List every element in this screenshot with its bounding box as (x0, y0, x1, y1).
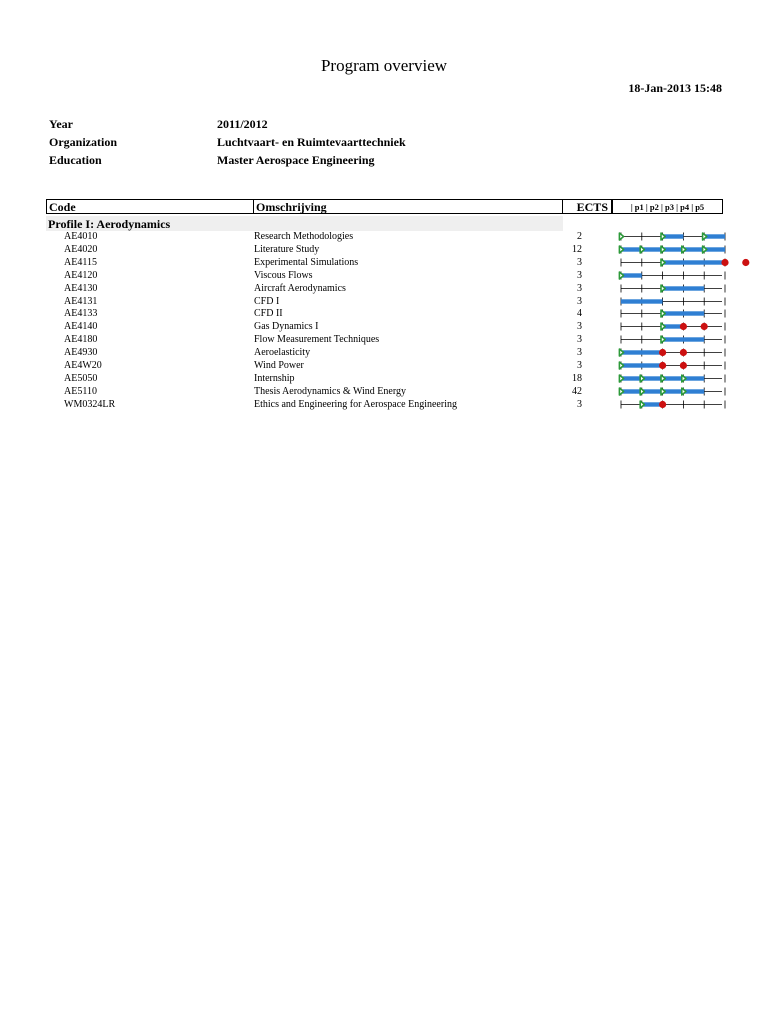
exam-dot-icon (680, 323, 687, 330)
period-timeline (612, 243, 724, 256)
course-code: AE4130 (64, 282, 98, 294)
start-arrow-icon (661, 336, 665, 343)
print-datetime: 18-Jan-2013 15:48 (628, 81, 722, 95)
course-row (0, 230, 768, 243)
course-code: AE5110 (64, 385, 97, 397)
start-arrow-icon (661, 375, 665, 382)
exam-dot-icon (680, 349, 687, 356)
course-ects: 3 (577, 334, 582, 346)
course-row (0, 320, 768, 333)
period-bar (663, 286, 705, 290)
course-code: AE4180 (64, 334, 98, 346)
course-ects: 18 (572, 372, 582, 384)
start-arrow-icon (661, 259, 665, 266)
exam-dot-icon (659, 349, 666, 356)
start-arrow-icon (619, 233, 623, 240)
course-ects: 4 (577, 308, 582, 320)
meta-row-education (49, 151, 406, 169)
meta-label: Education (49, 153, 102, 167)
exam-dot-icon (721, 259, 728, 266)
column-header-ects: ECTS (562, 199, 612, 214)
start-arrow-icon (661, 285, 665, 292)
course-description: Flow Measurement Techniques (254, 334, 380, 346)
course-description: CFD I (254, 295, 280, 307)
start-arrow-icon (619, 375, 623, 382)
course-description: Ethics and Engineering for Aerospace Engineering (254, 398, 457, 410)
meta-value: Luchtvaart- en Ruimtevaarttechniek (217, 135, 406, 149)
start-arrow-icon (661, 310, 665, 317)
course-row (0, 385, 768, 398)
meta-label: Year (49, 117, 73, 131)
course-row (0, 359, 768, 372)
period-timeline (612, 398, 724, 411)
course-ects: 3 (577, 321, 582, 333)
course-row (0, 346, 768, 359)
course-code: AE4020 (64, 243, 98, 255)
course-code: AE4W20 (64, 360, 102, 371)
course-ects: 3 (577, 360, 582, 371)
course-ects: 3 (577, 256, 582, 268)
course-ects: 3 (577, 282, 582, 294)
start-arrow-icon (682, 246, 686, 253)
course-ects: 2 (577, 231, 582, 242)
start-arrow-icon (640, 246, 644, 253)
course-description: Experimental Simulations (254, 256, 359, 268)
start-arrow-icon (661, 246, 665, 253)
period-bar (663, 337, 705, 341)
start-arrow-icon (640, 375, 644, 382)
course-code: AE4010 (64, 231, 98, 242)
column-header-periods: | p1 | p2 | p3 | p4 | p5 (612, 199, 723, 214)
period-bar (621, 350, 663, 354)
period-timeline (612, 295, 724, 308)
period-timeline (612, 346, 724, 359)
start-arrow-icon (682, 388, 686, 395)
course-code: AE4115 (64, 256, 97, 268)
period-timeline (612, 256, 724, 269)
course-ects: 3 (577, 347, 582, 359)
course-row (0, 256, 768, 269)
start-arrow-icon (640, 401, 644, 408)
period-timeline (612, 230, 724, 243)
course-row (0, 333, 768, 346)
course-description: Thesis Aerodynamics & Wind Energy (254, 385, 406, 397)
period-timeline (612, 320, 724, 333)
page-title: Program overview (320, 56, 448, 75)
course-row (0, 282, 768, 295)
start-arrow-icon (661, 233, 665, 240)
period-timeline (612, 282, 724, 295)
course-code: AE4120 (64, 269, 98, 281)
start-arrow-icon (619, 246, 623, 253)
course-description: Viscous Flows (254, 269, 313, 281)
start-arrow-icon (619, 349, 623, 356)
start-arrow-icon (640, 388, 644, 395)
course-row (0, 398, 768, 411)
meta-row-year (49, 115, 406, 133)
period-bar (621, 247, 725, 251)
course-code: AE4930 (64, 347, 98, 359)
course-description: CFD II (254, 308, 283, 320)
exam-dot-icon (742, 259, 749, 266)
exam-dot-icon (701, 323, 708, 330)
course-ects: 3 (577, 295, 582, 307)
course-code: WM0324LR (64, 398, 116, 410)
meta-value: 2011/2012 (217, 117, 268, 131)
course-row (0, 307, 768, 320)
start-arrow-icon (703, 246, 707, 253)
period-timeline (612, 333, 724, 346)
course-description: Gas Dynamics I (254, 321, 319, 333)
course-code: AE4131 (64, 295, 98, 307)
start-arrow-icon (703, 233, 707, 240)
course-description: Wind Power (254, 360, 304, 371)
course-ects: 42 (572, 385, 582, 397)
exam-dot-icon (680, 362, 687, 369)
start-arrow-icon (619, 388, 623, 395)
course-description: Aeroelasticity (254, 347, 311, 359)
course-row (0, 372, 768, 385)
meta-label: Organization (49, 135, 117, 149)
start-arrow-icon (661, 323, 665, 330)
course-description: Internship (254, 372, 295, 384)
course-code: AE4140 (64, 321, 98, 333)
course-ects: 12 (572, 243, 582, 255)
start-arrow-icon (682, 375, 686, 382)
course-row (0, 269, 768, 282)
period-bar (621, 299, 663, 303)
start-arrow-icon (619, 362, 623, 369)
period-bar (663, 260, 725, 264)
period-bar (663, 312, 705, 316)
course-description: Aircraft Aerodynamics (254, 282, 346, 294)
period-timeline (612, 385, 724, 398)
course-description: Research Methodologies (254, 231, 354, 242)
course-ects: 3 (577, 398, 582, 410)
column-header-code: Code (46, 199, 254, 214)
course-row (0, 295, 768, 308)
start-arrow-icon (661, 388, 665, 395)
course-description: Literature Study (254, 243, 320, 255)
period-timeline (612, 372, 724, 385)
period-timeline (612, 269, 724, 282)
course-row (0, 243, 768, 256)
exam-dot-icon (659, 362, 666, 369)
meta-row-organization (49, 133, 406, 151)
course-ects: 3 (577, 269, 582, 281)
column-header-omschrijving: Omschrijving (253, 199, 563, 214)
course-code: AE5050 (64, 372, 98, 384)
profile-heading: Profile I: Aerodynamics (46, 216, 563, 231)
meta-block (49, 115, 406, 169)
period-timeline (612, 307, 724, 320)
course-code: AE4133 (64, 308, 98, 320)
period-timeline (612, 359, 724, 372)
period-bar (621, 363, 663, 367)
start-arrow-icon (619, 272, 623, 279)
exam-dot-icon (659, 401, 666, 408)
meta-value: Master Aerospace Engineering (217, 153, 375, 167)
